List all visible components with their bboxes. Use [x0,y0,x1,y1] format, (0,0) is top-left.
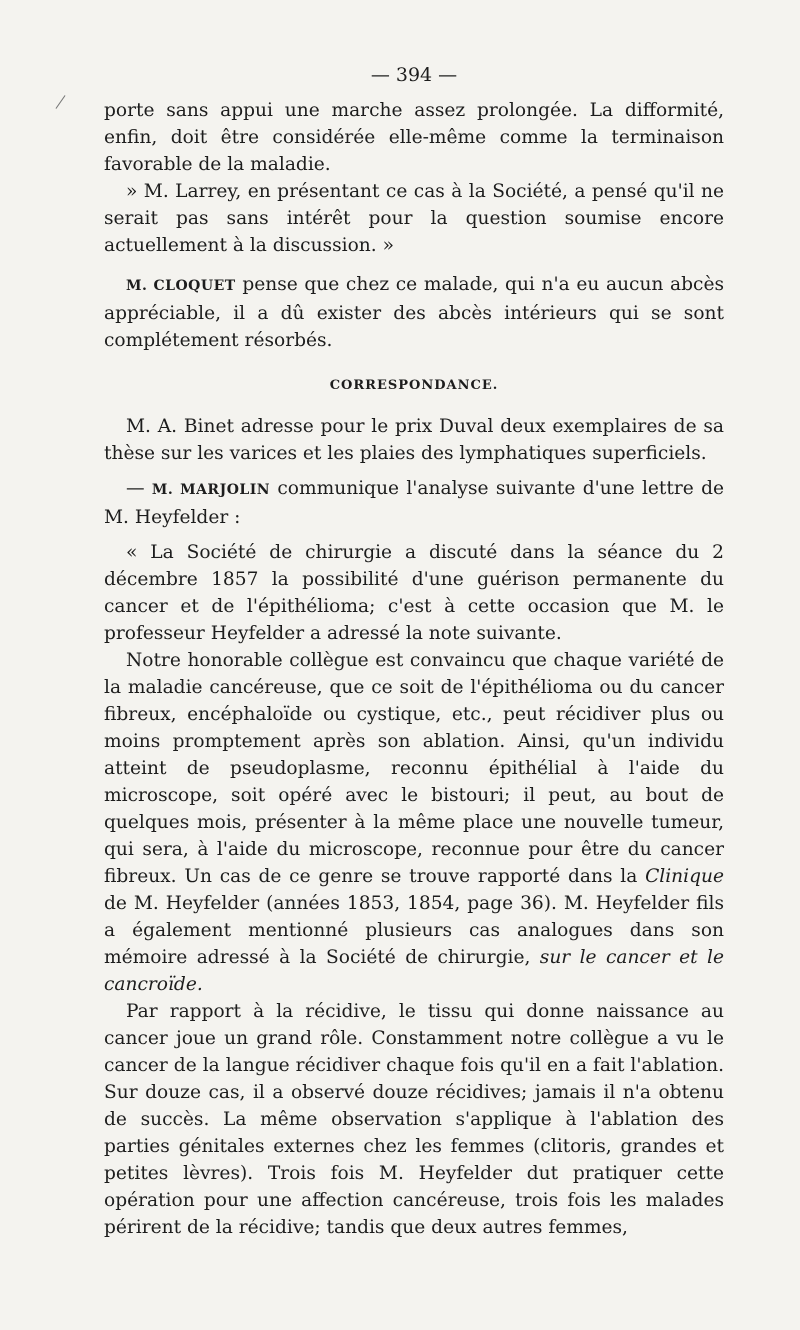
book-page [104,62,724,1241]
paragraph-6: « La Société de chirurgie a discuté dans la séance du 2 décembre 1857 la possibilité d'une guérison permanente du cancer et de l'épithélioma; c'est à cette occasion que M. le professeur Heyfelder a adressé la note suivante. [104,542,724,644]
page-number: — 394 — [370,64,458,86]
section-heading: CORRESPONDANCE. [329,378,499,393]
paragraph-3 [104,271,724,354]
dash-prefix: — [126,478,152,499]
speaker-name: M. CLOQUET [126,278,236,294]
paragraph-7-text-a: Notre honorable collègue est convaincu que chaque variété de la maladie cancéreuse, que ce soit de l'épithélioma ou du cancer fibreux, encéphaloïde ou cystique, etc., peut récidiver plus ou moins promptement après son ablation. Ainsi, qu'un individu atteint de pseudoplasme, reconnu épithélial à l'aide du microscope, soit opéré avec le bistouri; il peut, au bout de quelques mois, présenter à la même place une nouvelle tumeur, qui sera, à l'aide du microscope, reconnue pour être du cancer fibreux. Un cas de ce genre se trouve rapporté dans la [104,650,724,887]
paragraph-5-text: communique l'analyse suivante d'une lettre de M. Heyfelder : [104,478,724,528]
speaker-name: M. MARJOLIN [151,482,271,498]
paragraph-4: M. A. Binet adresse pour le prix Duval deux exemplaires de sa thèse sur les varices et les plaies des lymphatiques superficiels. [104,416,724,464]
paragraph-8: Par rapport à la récidive, le tissu qui donne naissance au cancer joue un grand rôle. Constamment notre collègue a vu le cancer de la langue récidiver chaque fois qu'il en a fait l'ablation. Sur douze cas, il a observé douze récidives; jamais il n'a obtenu de succès. La même observation s'applique à l'ablation des parties génitales externes chez les femmes (clitoris, grandes et petites lèvres). Trois fois M. Heyfelder dut pratiquer cette opération pour une affection cancéreuse, trois fois les malades périrent de la récidive; tandis que deux autres femmes, [104,1001,724,1238]
paragraph-2: » M. Larrey, en présentant ce cas à la Société, a pensé qu'il ne serait pas sans intérêt pour la question soumise encore actuellement à la discussion. » [104,181,724,256]
margin-mark [56,95,66,109]
paragraph-3-text: pense que chez ce malade, qui n'a eu aucun abcès appréciable, il a dû exister des abcès intérieurs qui se sont complétement résorbés. [104,274,725,351]
clinique-title: Clinique [645,866,724,887]
paragraph-1: porte sans appui une marche assez prolongée. La difformité, enfin, doit être considérée elle-même comme la terminaison favorable de la maladie. [104,100,724,175]
paragraph-5 [104,475,724,531]
paragraph-7-text-b: de M. Heyfelder (années 1853, 1854, page 36). M. Heyfelder fils a également mentionné plusieurs cas analogues dans son mémoire adressé à la Société de chirurgie, [104,893,724,968]
paragraph-7 [104,647,724,998]
memoire-title: sur le cancer et le cancroïde. [104,947,724,995]
